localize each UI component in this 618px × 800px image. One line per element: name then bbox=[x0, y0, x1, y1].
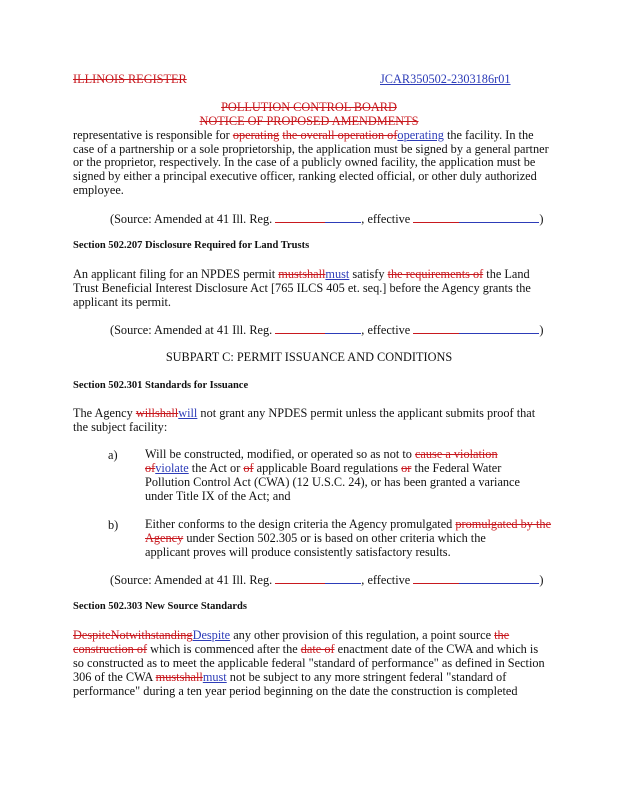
item-line: Will be constructed, modified, or operated so as not to cause a violation bbox=[145, 447, 498, 461]
paragraph-line: performance" during a ten year period beginning on the date the construction is completed bbox=[73, 684, 518, 698]
paragraph-line: representative is responsible for operating the overall operation ofoperating the facility. In the bbox=[73, 128, 534, 142]
paragraph-line: The Agency willshallwill not grant any NPDES permit unless the applicant submits proof that bbox=[73, 406, 536, 420]
paragraph-line: construction of which is commenced after the date of enactment date of the CWA and which is bbox=[73, 642, 539, 656]
paragraph-line: the subject facility: bbox=[73, 420, 168, 434]
paragraph-line: signed by either a principal executive officer, ranking elected official, or other duly authorized bbox=[73, 169, 537, 183]
item-line: ofviolate the Act or of applicable Board regulations or the Federal Water bbox=[145, 461, 502, 475]
paragraph-line: so constructed as to meet the applicable federal "standard of performance" as defined in Section bbox=[73, 656, 545, 670]
item-label: a) bbox=[108, 448, 118, 462]
paragraph-line: Trust Beneficial Interest Disclosure Act [765 ILCS 405 et. seq.] before the Agency grants the bbox=[73, 281, 531, 295]
item-label: b) bbox=[108, 518, 119, 532]
document-id: JCAR350502-2303186r01 bbox=[380, 72, 511, 86]
section-heading: Section 502.301 Standards for Issuance bbox=[73, 380, 249, 391]
notice-title: NOTICE OF PROPOSED AMENDMENTS bbox=[199, 114, 419, 128]
source-note: (Source: Amended at 41 Ill. Reg. , effective ) bbox=[110, 323, 544, 337]
item-line: Pollution Control Act (CWA) (12 U.S.C. 24), or has been granted a variance bbox=[145, 475, 520, 489]
paragraph-line: or the proprietor, respectively. In the case of a publicly owned facility, the application must be bbox=[73, 155, 536, 169]
subpart-heading: SUBPART C: PERMIT ISSUANCE AND CONDITIONS bbox=[165, 350, 453, 364]
section-heading: Section 502.207 Disclosure Required for Land Trusts bbox=[73, 240, 310, 251]
section-heading: Section 502.303 New Source Standards bbox=[73, 601, 247, 612]
paragraph-line: employee. bbox=[73, 183, 124, 197]
source-note: (Source: Amended at 41 Ill. Reg. , effective ) bbox=[110, 212, 544, 226]
item-line: under Title IX of the Act; and bbox=[145, 489, 291, 503]
agency-title: POLLUTION CONTROL BOARD bbox=[221, 100, 397, 114]
paragraph-line: applicant its permit. bbox=[73, 295, 172, 309]
item-line: Either conforms to the design criteria the Agency promulgated promulgated by the bbox=[145, 517, 552, 531]
paragraph-line: 306 of the CWA mustshallmust not be subject to any more stringent federal "standard of bbox=[73, 670, 507, 684]
paragraph-line: DespiteNotwithstandingDespite any other provision of this regulation, a point source the bbox=[73, 628, 510, 642]
paragraph-line: case of a partnership or a sole proprietorship, the application must be signed by a general partner bbox=[73, 142, 549, 156]
item-line: applicant proves will produce consistently satisfactory results. bbox=[145, 545, 451, 559]
item-line: Agency under Section 502.305 or is based on other criteria which the bbox=[145, 531, 486, 545]
paragraph-line: An applicant filing for an NPDES permit mustshallmust satisfy the requirements of the Land bbox=[73, 267, 530, 281]
register-header: ILLINOIS REGISTER bbox=[73, 72, 187, 86]
source-note: (Source: Amended at 41 Ill. Reg. , effective ) bbox=[110, 573, 544, 587]
